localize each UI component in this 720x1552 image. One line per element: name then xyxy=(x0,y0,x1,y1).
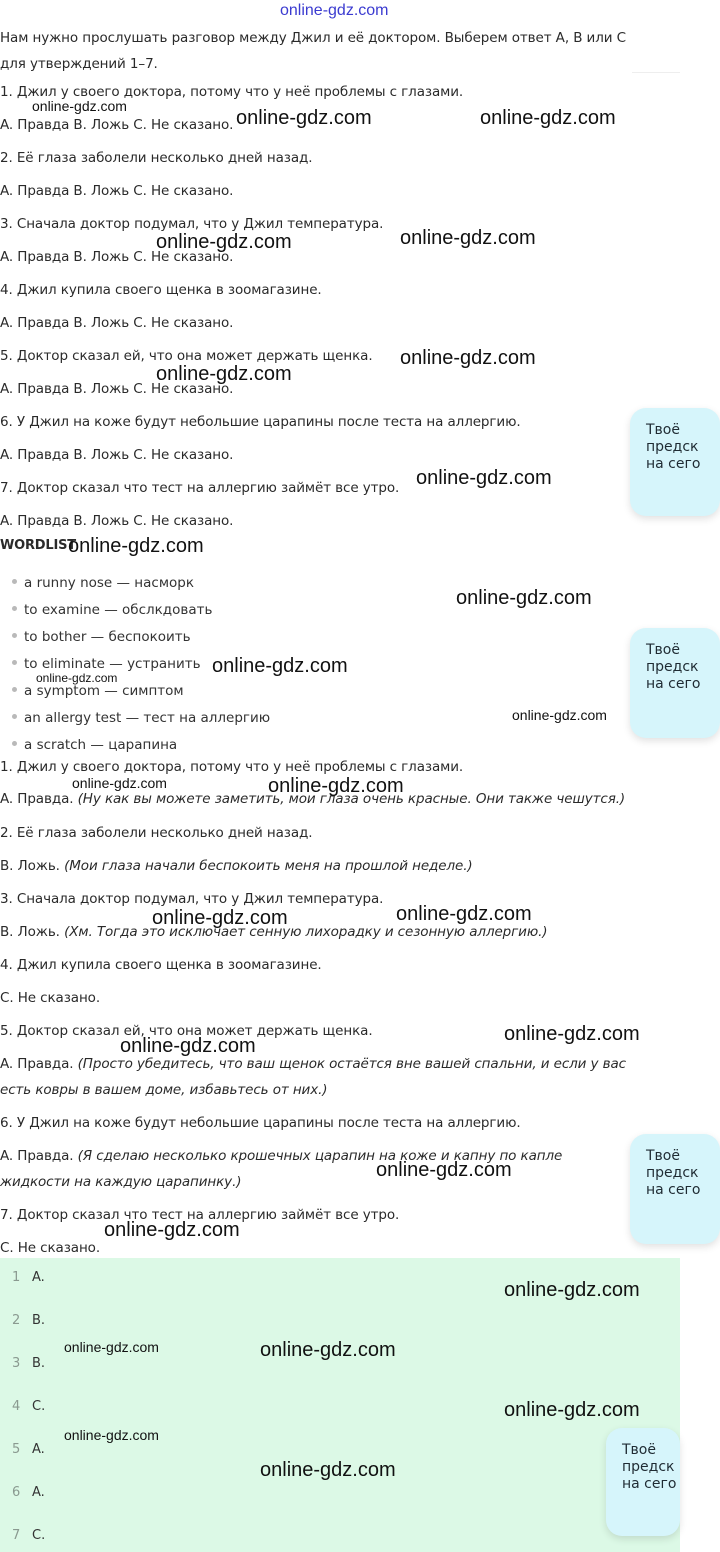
watermark: online-gdz.com xyxy=(64,1427,159,1443)
prediction-bubble[interactable]: Твоё предск на сего xyxy=(630,408,720,516)
explanation-1: A. Правда. (Ну как вы можете заметить, мои глаза очень красные. Они также чешутся.) xyxy=(0,791,626,807)
explanation-2: B. Ложь. (Мои глаза начали беспокоить меня на прошлой неделе.) xyxy=(0,858,473,874)
options-5: A. Правда B. Ложь C. Не сказано. xyxy=(0,381,234,397)
intro-line-2: для утверждений 1–7. xyxy=(0,56,158,72)
divider xyxy=(632,72,680,73)
wordlist-item: to bother — беспокоить xyxy=(12,629,191,645)
answer-row: 7 C. xyxy=(12,1528,46,1543)
wordlist-item: a runny nose — насморк xyxy=(12,575,194,591)
watermark: online-gdz.com xyxy=(236,107,372,129)
watermark: online-gdz.com xyxy=(504,1279,640,1301)
bullet-icon xyxy=(12,687,17,692)
wordlist-title: WORDLIST xyxy=(0,538,76,553)
watermark: online-gdz.com xyxy=(120,1035,256,1057)
wordlist-item: to examine — обслкдовать xyxy=(12,602,212,618)
question-3-repeat: 3. Сначала доктор подумал, что у Джил температура. xyxy=(0,891,384,907)
bullet-icon xyxy=(12,714,17,719)
watermark: online-gdz.com xyxy=(416,467,552,489)
watermark: online-gdz.com xyxy=(212,655,348,677)
explanation-5: A. Правда. (Просто убедитесь, что ваш щенок остаётся вне вашей спальни, и если у вас xyxy=(0,1056,626,1072)
watermark: online-gdz.com xyxy=(268,775,404,797)
wordlist-item: to eliminate — устранить xyxy=(12,656,201,672)
question-1-repeat: 1. Джил у своего доктора, потому что у неё проблемы с глазами. xyxy=(0,759,464,775)
watermark: online-gdz.com xyxy=(504,1399,640,1421)
explanation-7: C. Не сказано. xyxy=(0,1240,101,1256)
explanation-4: C. Не сказано. xyxy=(0,990,101,1006)
bullet-icon xyxy=(12,633,17,638)
explanation-3: B. Ложь. (Хм. Тогда это исключает сенную лихорадку и сезонную аллергию.) xyxy=(0,924,548,940)
answer-row: 3 B. xyxy=(12,1356,46,1371)
options-3: A. Правда B. Ложь C. Не сказано. xyxy=(0,249,234,265)
question-4: 4. Джил купила своего щенка в зоомагазине. xyxy=(0,282,322,298)
watermark: online-gdz.com xyxy=(32,98,127,114)
watermark: online-gdz.com xyxy=(400,347,536,369)
prediction-bubble[interactable]: Твоё предск на сего xyxy=(630,628,720,738)
wordlist-item: a symptom — симптом xyxy=(12,683,184,699)
question-5: 5. Доктор сказал ей, что она может держать щенка. xyxy=(0,348,373,364)
watermark: online-gdz.com xyxy=(156,231,292,253)
wordlist-item: an allergy test — тест на аллергию xyxy=(12,710,270,726)
watermark: online-gdz.com xyxy=(280,2,389,19)
watermark: online-gdz.com xyxy=(260,1459,396,1481)
watermark: online-gdz.com xyxy=(480,107,616,129)
options-6: A. Правда B. Ложь C. Не сказано. xyxy=(0,447,234,463)
question-4-repeat: 4. Джил купила своего щенка в зоомагазине. xyxy=(0,957,322,973)
bullet-icon xyxy=(12,660,17,665)
question-7: 7. Доктор сказал что тест на аллергию займёт все утро. xyxy=(0,480,400,496)
watermark: online-gdz.com xyxy=(36,671,118,685)
question-5-repeat: 5. Доктор сказал ей, что она может держать щенка. xyxy=(0,1023,373,1039)
answer-row: 6 A. xyxy=(12,1485,45,1500)
question-2: 2. Её глаза заболели несколько дней назад. xyxy=(0,150,313,166)
watermark: online-gdz.com xyxy=(72,775,167,791)
bullet-icon xyxy=(12,606,17,611)
explanation-6: A. Правда. (Я сделаю несколько крошечных царапин на коже и капну по капле xyxy=(0,1148,563,1164)
options-7: A. Правда B. Ложь C. Не сказано. xyxy=(0,513,234,529)
watermark: online-gdz.com xyxy=(456,587,592,609)
answer-row: 2 B. xyxy=(12,1313,46,1328)
watermark: online-gdz.com xyxy=(64,1339,159,1355)
answer-row: 5 A. xyxy=(12,1442,45,1457)
question-6-repeat: 6. У Джил на коже будут небольшие царапины после теста на аллергию. xyxy=(0,1115,521,1131)
bullet-icon xyxy=(12,741,17,746)
watermark: online-gdz.com xyxy=(504,1023,640,1045)
watermark: online-gdz.com xyxy=(396,903,532,925)
wordlist-item: a scratch — царапина xyxy=(12,737,177,753)
options-2: A. Правда B. Ложь C. Не сказано. xyxy=(0,183,234,199)
watermark: online-gdz.com xyxy=(152,907,288,929)
watermark: online-gdz.com xyxy=(260,1339,396,1361)
question-1: 1. Джил у своего доктора, потому что у неё проблемы с глазами. xyxy=(0,84,464,100)
watermark: online-gdz.com xyxy=(68,535,204,557)
options-4: A. Правда B. Ложь C. Не сказано. xyxy=(0,315,234,331)
watermark: online-gdz.com xyxy=(512,707,607,723)
question-7-repeat: 7. Доктор сказал что тест на аллергию займёт все утро. xyxy=(0,1207,400,1223)
explanation-6-cont: жидкости на каждую царапинку.) xyxy=(0,1174,242,1190)
watermark: online-gdz.com xyxy=(376,1159,512,1181)
prediction-bubble[interactable]: Твоё предск на сего xyxy=(630,1134,720,1244)
watermark: online-gdz.com xyxy=(104,1219,240,1241)
answer-row: 1 A. xyxy=(12,1270,45,1285)
watermark: online-gdz.com xyxy=(400,227,536,249)
question-6: 6. У Джил на коже будут небольшие царапины после теста на аллергию. xyxy=(0,414,521,430)
question-3: 3. Сначала доктор подумал, что у Джил температура. xyxy=(0,216,384,232)
answer-row: 4 C. xyxy=(12,1399,46,1414)
watermark: online-gdz.com xyxy=(156,363,292,385)
explanation-5-cont: есть ковры в вашем доме, избавьтесь от них.) xyxy=(0,1082,328,1098)
question-2-repeat: 2. Её глаза заболели несколько дней назад. xyxy=(0,825,313,841)
bullet-icon xyxy=(12,579,17,584)
prediction-bubble[interactable]: Твоё предск на сего xyxy=(606,1428,680,1536)
intro-line-1: Нам нужно прослушать разговор между Джил и её доктором. Выберем ответ А, B или С xyxy=(0,30,626,46)
options-1: A. Правда B. Ложь C. Не сказано. xyxy=(0,117,234,133)
